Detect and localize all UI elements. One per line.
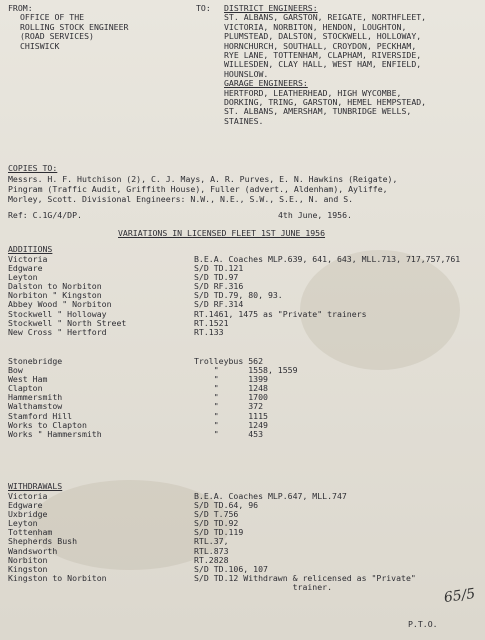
district-line: PLUMSTEAD, DALSTON, STOCKWELL, HOLLOWAY,: [224, 31, 422, 42]
list-item: Dalston to Norbiton S/D RF.316: [8, 281, 244, 292]
from-block: [8, 4, 208, 51]
list-item: Clapton " 1248: [8, 383, 268, 394]
garage-line: ST. ALBANS, AMERSHAM, TUNBRIDGE WELLS,: [224, 106, 412, 117]
garage-heading: GARAGE ENGINEERS:: [224, 78, 308, 89]
list-item: Leyton S/D TD.97: [8, 272, 239, 283]
list-item: Stonebridge Trolleybus 562: [8, 356, 264, 366]
list-item: Tottenham S/D TD.119: [8, 527, 244, 538]
list-item: Leyton S/D TD.92: [8, 518, 239, 529]
list-item: Uxbridge S/D T.756: [8, 509, 239, 520]
handwritten-note: 65/5: [442, 585, 477, 607]
list-item: Works " Hammersmith " 453: [8, 428, 264, 439]
list-item: Edgware S/D TD.64, 96: [8, 500, 259, 511]
pto-note: P.T.O.: [408, 619, 438, 629]
list-item: Works to Clapton " 1249: [8, 419, 268, 430]
list-item: Stockwell " North Street RT.1521: [8, 317, 229, 328]
copies-line: Messrs. H. F. Hutchison (2), C. J. Mays, A. R. Purves, E. N. Hawkins (Reigate),: [8, 174, 398, 184]
list-item: New Cross " Hertford RT.133: [8, 326, 224, 337]
copies-line: Pingram (Traffic Audit, Griffith House), Fuller (advert., Aldenham), Ayliffe,: [8, 184, 388, 194]
list-item: Norbiton " Kingston S/D TD.79, 80, 93.: [8, 290, 283, 301]
copies-line: Morley, Scott. Divisional Engineers: N.W., N.E., S.W., S.E., N. and S.: [8, 194, 354, 204]
list-item: West Ham " 1399: [8, 374, 268, 385]
list-item: Victoria B.E.A. Coaches MLP.647, MLL.747: [8, 491, 347, 501]
district-line: VICTORIA, NORBITON, HENDON, LOUGHTON,: [224, 21, 407, 32]
district-line: HOUNSLOW.: [224, 68, 269, 79]
from-line: OFFICE OF THE: [20, 12, 85, 23]
list-item: Stamford Hill " 1115: [8, 410, 268, 421]
district-line: WILLESDEN, CLAY HALL, WEST HAM, ENFIELD,: [224, 59, 422, 70]
reference: Ref: C.1G/4/DP.: [8, 210, 82, 220]
list-item: Stockwell " Holloway RT.1461, 1475 as "Private" trainers: [8, 308, 367, 319]
list-item: trainer.: [194, 581, 333, 592]
list-item: Kingston to Norbiton S/D TD.12 Withdrawn & relicensed as "Private": [8, 572, 416, 583]
district-heading: DISTRICT ENGINEERS:: [224, 3, 318, 13]
list-item: Walthamstow " 372: [8, 401, 264, 412]
list-item: Victoria B.E.A. Coaches MLP.639, 641, 643, MLL.713, 717,757,761: [8, 254, 461, 264]
list-item: Shepherds Bush RTL.37,: [8, 536, 229, 547]
document-title: VARIATIONS IN LICENSED FLEET 1ST JUNE 1956: [118, 228, 326, 238]
trolleybus-list: [8, 357, 485, 439]
withdrawals-heading: WITHDRAWALS: [8, 481, 63, 491]
date: 4th June, 1956.: [278, 210, 352, 220]
to-label: TO:: [196, 3, 211, 13]
garage-line: DORKING, TRING, GARSTON, HEMEL HEMPSTEAD,: [224, 96, 427, 107]
from-label: FROM:: [8, 3, 33, 13]
additions-list: [8, 255, 485, 337]
list-item: Abbey Wood " Norbiton S/D RF.314: [8, 299, 244, 310]
withdrawals-list: [8, 492, 485, 592]
list-item: Bow " 1558, 1559: [8, 365, 298, 376]
list-item: Edgware S/D TD.121: [8, 263, 244, 274]
from-line: ROLLING STOCK ENGINEER: [20, 21, 129, 32]
district-line: ST. ALBANS, GARSTON, REIGATE, NORTHFLEET,: [224, 12, 427, 23]
from-line: (ROAD SERVICES): [20, 31, 94, 42]
copies-label: COPIES TO:: [8, 163, 58, 173]
list-item: Norbiton RT.2828: [8, 554, 229, 565]
list-item: Hammersmith " 1700: [8, 392, 268, 403]
list-item: Wandsworth RTL.873: [8, 545, 229, 556]
district-line: RYE LANE, TOTTENHAM, CLAPHAM, RIVERSIDE,: [224, 49, 422, 60]
list-item: Kingston S/D TD.106, 107: [8, 563, 268, 574]
additions-heading: ADDITIONS: [8, 244, 53, 254]
from-line: CHISWICK: [20, 40, 60, 51]
garage-line: STAINES.: [224, 115, 264, 126]
garage-line: HERTFORD, LEATHERHEAD, HIGH WYCOMBE,: [224, 87, 402, 98]
district-line: HORNCHURCH, SOUTHALL, CROYDON, PECKHAM,: [224, 40, 417, 51]
